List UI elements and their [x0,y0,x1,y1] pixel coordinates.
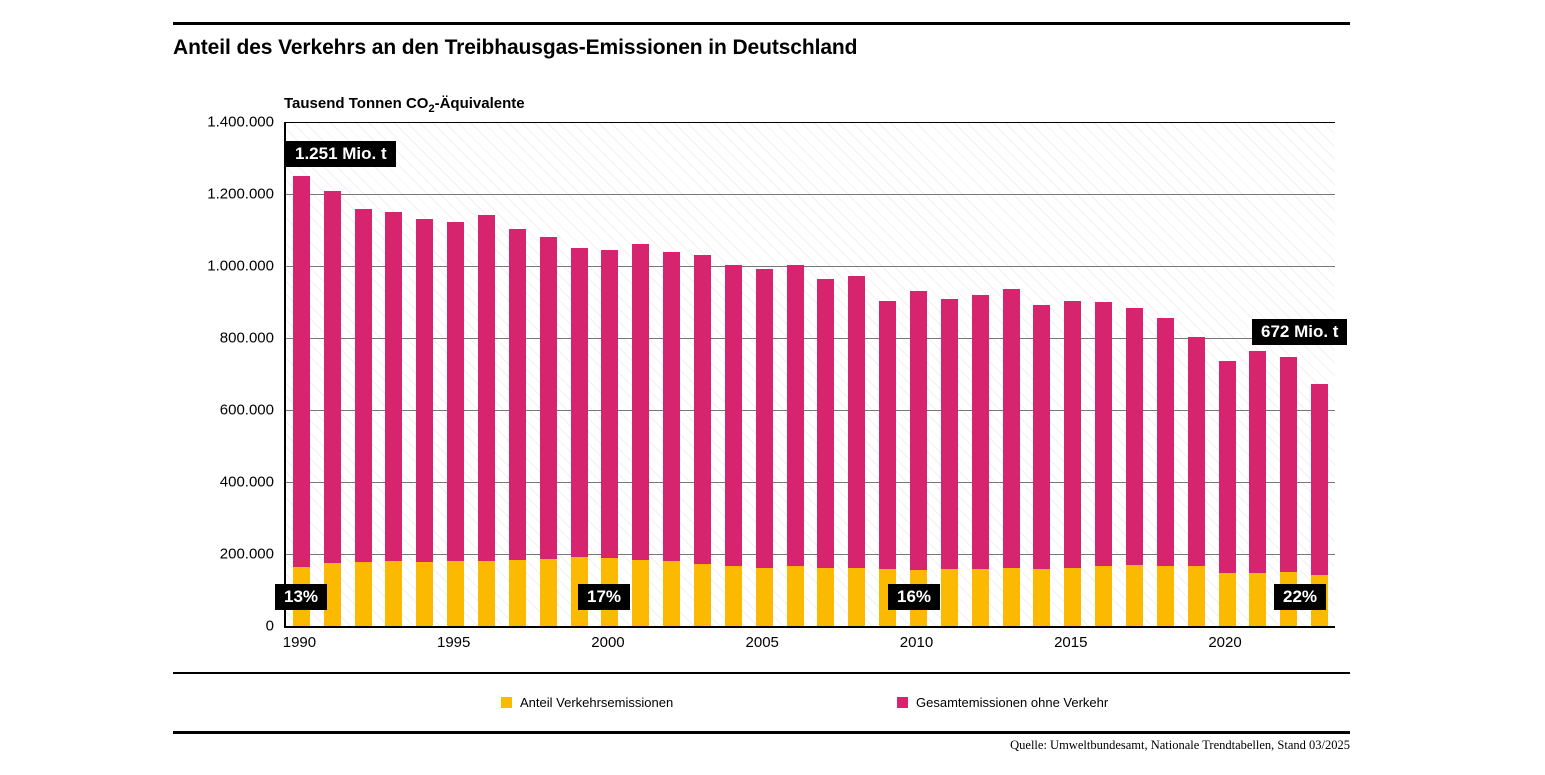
bar-segment-rest [632,244,649,560]
bar-segment-traffic [1188,566,1205,626]
bar-segment-rest [663,252,680,561]
x-axis-tick-label: 2020 [1208,634,1242,651]
bar-segment-rest [1280,357,1297,572]
bar-segment-traffic [632,560,649,626]
bar-segment-traffic [1095,566,1112,626]
bar-segment-rest [1003,289,1020,568]
bar-segment-rest [756,269,773,569]
x-axis-tick-label: 2015 [1054,634,1088,651]
bar-2012 [972,295,989,626]
bar-segment-traffic [972,569,989,626]
bar-segment-traffic [756,568,773,626]
legend-label-traffic: Anteil Verkehrsemissionen [520,695,674,710]
bar-segment-rest [1249,351,1266,573]
x-axis-tick-label: 1990 [282,634,317,651]
bar-2015 [1064,301,1081,626]
bar-2013 [1003,289,1020,626]
gridline [286,410,1335,411]
bar-2006 [787,265,804,626]
page-title: Anteil des Verkehrs an den Treibhausgas-Emissionen in Deutschland [173,36,858,59]
legend-divider [173,672,1350,674]
bar-2005 [756,269,773,626]
bar-segment-rest [787,265,804,566]
bar-segment-rest [941,299,958,570]
bar-2011 [941,299,958,626]
x-axis-tick-label: 2000 [591,634,625,651]
bar-2018 [1157,318,1174,626]
bar-1994 [416,219,433,626]
bar-segment-rest [447,222,464,561]
bar-segment-traffic [355,562,372,626]
bar-segment-rest [324,191,341,563]
bar-segment-traffic [848,568,865,626]
bar-1992 [355,209,372,626]
bar-1995 [447,222,464,626]
x-axis-tick-label: 2010 [899,634,934,651]
callout-total-1990: 1.251 Mio. t [286,141,396,167]
bar-2001 [632,244,649,626]
y-axis-tick-label: 1.000.000 [207,257,274,275]
bar-segment-rest [1033,305,1050,570]
bar-segment-traffic [663,561,680,626]
bar-1999 [571,248,588,626]
bar-segment-traffic [941,569,958,626]
bar-segment-traffic [1064,568,1081,626]
bar-segment-traffic [478,561,495,626]
bar-2009 [879,301,896,626]
bar-segment-traffic [1033,569,1050,626]
bar-segment-rest [509,229,526,561]
bar-segment-traffic [540,559,557,626]
bar-2008 [848,276,865,626]
y-axis-unit-label: Tausend Tonnen $CO_2$-Äquivalente [284,95,525,115]
bar-segment-traffic [1157,566,1174,626]
bar-segment-rest [1188,337,1205,566]
bar-segment-traffic [1249,573,1266,626]
bar-segment-traffic [1126,565,1143,626]
bar-segment-rest [1095,302,1112,566]
y-axis-tick-label: 200.000 [219,545,274,563]
y-axis-tick-label: 600.000 [219,401,274,419]
x-axis-tick-label: 1995 [437,634,471,651]
bar-segment-traffic [725,566,742,626]
legend-item-rest [897,695,1108,710]
bar-2014 [1033,305,1050,626]
gridline [286,338,1335,339]
bar-segment-traffic [416,562,433,626]
bar-2016 [1095,302,1112,626]
bar-segment-rest [725,265,742,567]
bar-1997 [509,229,526,626]
legend-swatch-rest-icon [897,697,908,708]
bar-2020 [1219,361,1236,626]
callout-share-1990: 13% [275,584,327,610]
bar-segment-traffic [787,566,804,626]
bar-2003 [694,255,711,626]
bar-segment-traffic [509,560,526,626]
bar-segment-rest [694,255,711,564]
y-axis-tick-label: 0 [265,617,274,635]
bar-segment-rest [571,248,588,557]
callout-share-2023: 22% [1274,584,1326,610]
bar-segment-rest [540,237,557,559]
callout-total-2023: 672 Mio. t [1252,319,1347,345]
bar-1991 [324,191,341,626]
bar-segment-rest [293,176,310,568]
bar-segment-rest [1126,308,1143,565]
top-divider [173,22,1350,25]
bar-segment-rest [1219,361,1236,573]
gridline [286,194,1335,195]
bar-segment-rest [848,276,865,568]
bar-segment-traffic [1219,573,1236,626]
gridline [286,266,1335,267]
bar-1990 [293,176,310,626]
bar-segment-rest [879,301,896,569]
bar-1993 [385,212,402,626]
bar-segment-traffic [385,561,402,626]
bar-segment-rest [355,209,372,562]
legend-label-rest: Gesamtemissionen ohne Verkehr [916,695,1109,710]
legend-swatch-traffic-icon [501,697,512,708]
gridline [286,122,1335,123]
bar-2002 [663,252,680,626]
callout-share-1999: 17% [578,584,630,610]
source-note: Quelle: Umweltbundesamt, Nationale Trendtabellen, Stand 03/2025 [1010,738,1350,752]
callout-share-2009: 16% [888,584,940,610]
bar-1998 [540,237,557,626]
bar-segment-rest [910,291,927,570]
y-axis-tick-label: 1.200.000 [207,185,274,203]
bar-segment-rest [385,212,402,561]
bar-segment-traffic [1003,568,1020,626]
bar-2004 [725,265,742,626]
bar-segment-traffic [694,564,711,626]
gridline [286,554,1335,555]
bar-2017 [1126,308,1143,626]
bar-1996 [478,215,495,626]
bar-segment-traffic [447,561,464,626]
bar-2007 [817,279,834,626]
bottom-divider [173,731,1350,734]
bar-segment-traffic [817,568,834,626]
y-axis-tick-label: 1.400.000 [207,113,274,131]
bar-segment-rest [478,215,495,561]
bar-segment-rest [1064,301,1081,567]
bar-segment-rest [817,279,834,568]
bar-segment-rest [972,295,989,569]
plot-area [284,122,1335,628]
x-axis-tick-label: 2005 [745,634,779,651]
y-axis-tick-label: 800.000 [219,329,274,347]
y-axis-tick-label: 400.000 [219,473,274,491]
bar-segment-rest [1311,384,1328,575]
bar-segment-rest [416,219,433,562]
bar-2019 [1188,337,1205,626]
bar-2010 [910,291,927,626]
bar-segment-rest [1157,318,1174,566]
legend-item-traffic [501,695,673,710]
gridline [286,482,1335,483]
bar-2021 [1249,351,1266,626]
bar-segment-rest [601,250,618,559]
bar-2000 [601,250,618,626]
